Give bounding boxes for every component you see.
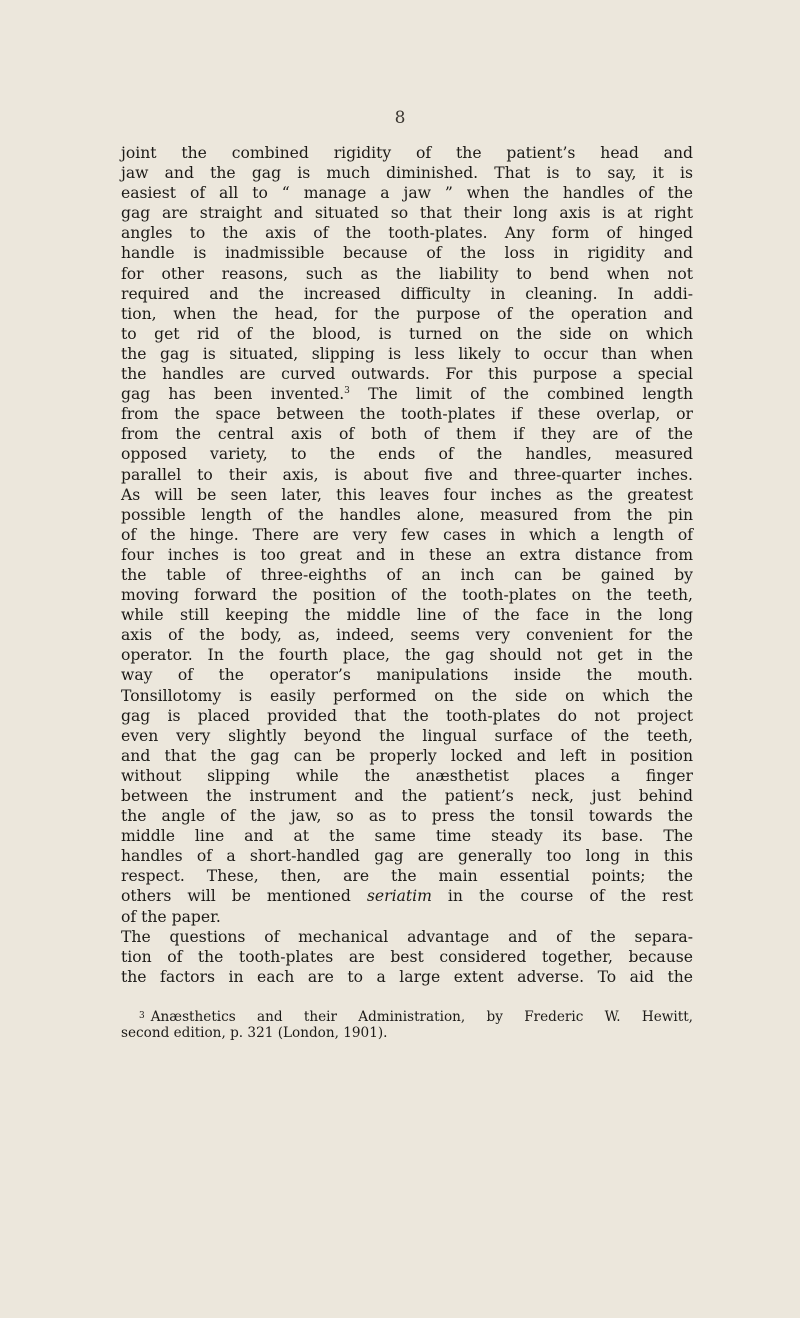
text-line: required and the increased difficulty in cleaning. In addi-: [121, 284, 693, 303]
footnote-text: Anæsthetics and their Administration, by Frederic W. Hewitt,: [150, 1009, 693, 1025]
text-line: angles to the axis of the tooth-plates. Any form of hinged: [121, 224, 693, 243]
text-line: to get rid of the blood, is turned on the side on which: [121, 324, 693, 343]
text-line: and that the gag can be properly locked and left in position: [121, 746, 693, 765]
text-line: the factors in each are to a large extent adverse. To aid the: [121, 967, 693, 986]
text-line: easiest of all to “ manage a jaw ” when the handles of the: [121, 184, 693, 203]
body-text: [121, 143, 693, 987]
footnote-line: second edition, p. 321 (London, 1901).: [121, 1025, 388, 1041]
page-number: 8: [394, 108, 406, 128]
text-line: [121, 384, 693, 404]
text-segment: in the course of the rest: [431, 887, 693, 906]
text-line: moving forward the position of the tooth-plates on the teeth,: [121, 586, 693, 605]
text-line: of the hinge. There are very few cases in which a length of: [121, 525, 693, 544]
text-line: tion, when the head, for the purpose of the operation and: [121, 304, 693, 323]
text-line: Tonsillotomy is easily performed on the side on which the: [121, 686, 693, 705]
footnote-reference: 3: [344, 386, 350, 397]
footnote-line: [121, 1008, 693, 1025]
text-segment: gag has been invented.: [121, 385, 345, 404]
text-line: from the space between the tooth-plates if these overlap, or: [121, 405, 693, 424]
text-line: the table of three-eighths of an inch can be gained by: [121, 565, 693, 584]
text-line: the handles are curved outwards. For this purpose a special: [121, 365, 693, 384]
text-segment: others will be mentioned: [121, 887, 351, 906]
footnote: [121, 1008, 693, 1042]
text-line: axis of the body, as, indeed, seems very convenient for the: [121, 626, 693, 645]
text-line: handles of a short-handled gag are generally too long in this: [121, 847, 693, 866]
text-line: the gag is situated, slipping is less likely to occur than when: [121, 344, 693, 363]
text-line: operator. In the fourth place, the gag should not get in the: [121, 646, 693, 665]
text-line: without slipping while the anæsthetist places a finger: [121, 766, 693, 785]
text-segment: The limit of the combined length: [349, 385, 693, 404]
text-line: [121, 886, 693, 906]
text-line: gag are straight and situated so that their long axis is at right: [121, 204, 693, 223]
text-line: opposed variety, to the ends of the handles, measured: [121, 445, 693, 464]
text-line: middle line and at the same time steady its base. The: [121, 827, 693, 846]
text-line: handle is inadmissible because of the loss in rigidity and: [121, 244, 693, 263]
footnote-marker: 3: [139, 1011, 145, 1021]
text-line: four inches is too great and in these an extra distance from: [121, 545, 693, 564]
text-line: As will be seen later, this leaves four inches as the greatest: [121, 485, 693, 504]
text-line: for other reasons, such as the liability to bend when not: [121, 264, 693, 283]
text-line: The questions of mechanical advantage and of the separa-: [121, 927, 693, 946]
text-line: possible length of the handles alone, measured from the pin: [121, 505, 693, 524]
text-line: joint the combined rigidity of the patient’s head and: [121, 144, 693, 162]
text-line: even very slightly beyond the lingual surface of the teeth,: [121, 726, 693, 745]
text-line: way of the operator’s manipulations inside the mouth.: [121, 666, 693, 685]
text-line: gag is placed provided that the tooth-plates do not project: [121, 706, 693, 725]
text-line: tion of the tooth-plates are best considered together, because: [121, 947, 693, 966]
text-line: respect. These, then, are the main essential points; the: [121, 867, 693, 886]
italic-term: seriatim: [366, 887, 432, 906]
text-line: the angle of the jaw, so as to press the tonsil towards the: [121, 807, 693, 826]
text-line: of the paper.: [121, 907, 221, 926]
text-line: parallel to their axis, is about five and three-quarter inches.: [121, 465, 693, 484]
text-line: between the instrument and the patient’s neck, just behind: [121, 787, 693, 805]
text-line: while still keeping the middle line of the face in the long: [121, 606, 693, 625]
text-line: jaw and the gag is much diminished. That is to say, it is: [121, 164, 693, 183]
text-line: from the central axis of both of them if they are of the: [121, 425, 693, 444]
